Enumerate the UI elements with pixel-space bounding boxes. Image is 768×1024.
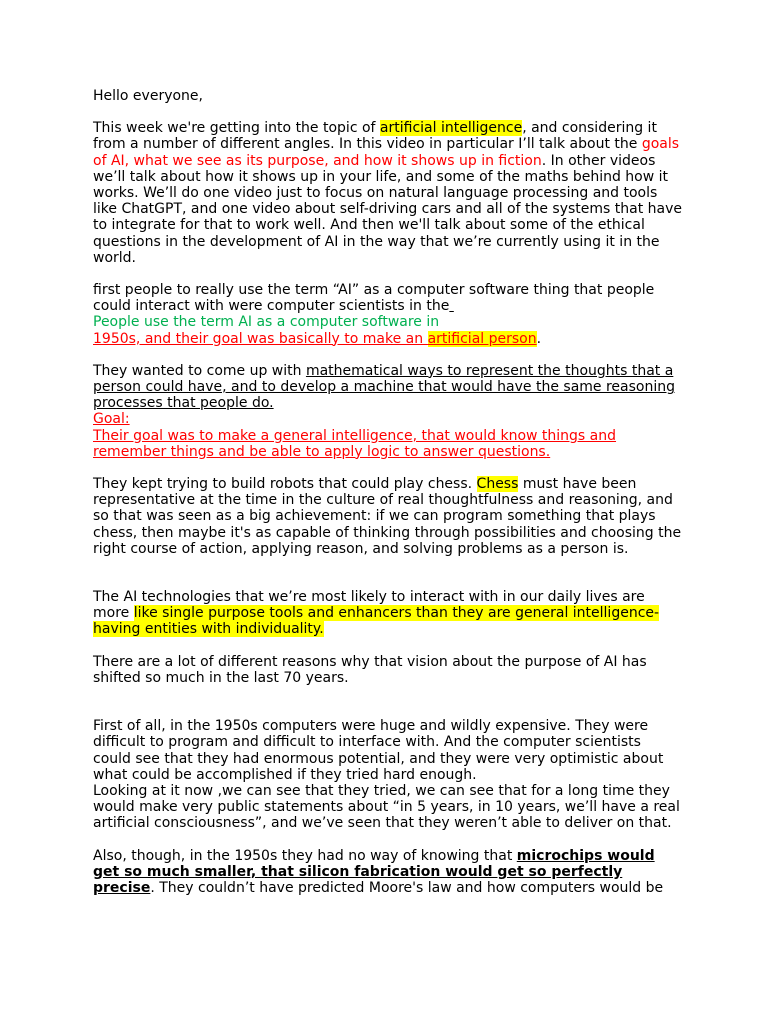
first-people-paragraph [93, 282, 683, 347]
microchips-text-2: . They couldn’t have predicted Moore's law and how computers would be [150, 879, 664, 896]
paragraph-spacer [93, 347, 683, 363]
paragraph-spacer [93, 638, 683, 654]
paragraph-spacer [93, 686, 683, 718]
paragraph-spacer [93, 460, 683, 476]
underlined-space [449, 298, 453, 314]
microchips-text-1: Also, though, in the 1950s they had no way of knowing that [93, 847, 517, 864]
highlight-single-purpose-tools: like single purpose tools and enhancers than they are general intelligence-having entities with individuality. [93, 605, 660, 638]
greeting-paragraph [93, 88, 683, 104]
paragraph-spacer [93, 557, 683, 589]
chess-text-1: They kept trying to build robots that could play chess. [93, 476, 477, 493]
intro-text-3: . In other videos we’ll talk about how it shows up in your life, and some of the maths behind how it works. We’ll do one video just to focus on natural language processing and tools like ChatGPT, and one video about self-driving cars and all of the systems that have to integrate for that to work well. And then we'll talk about some of the ethical questions in the development of AI in the way that we’re currently using it in the world. [93, 152, 682, 266]
greeting-text: Hello everyone, [93, 88, 203, 104]
red-text-1950s: 1950s, and their goal was basically to make an [93, 330, 428, 347]
reasons-paragraph [93, 654, 683, 686]
highlight-artificial-person: artificial person [427, 330, 537, 347]
wanted-text: They wanted to come up with [93, 362, 306, 379]
highlight-artificial-intelligence: artificial intelligence [379, 120, 523, 137]
red-text-general-intelligence: Their goal was to make a general intelligence, that would know things and remember things and be able to apply logic to answer questions. [93, 427, 617, 460]
microchips-paragraph [93, 848, 683, 897]
technologies-paragraph [93, 589, 683, 638]
looking-at-it-now-text: Looking at it now ,we can see that they tried, we can see that for a long time they would make very public statements about “in 5 years, in 10 years, we’ll have a real artificial consciousness”, and we’ve seen that they weren’t able to deliver on that. [93, 782, 680, 832]
bold-underlined-microchips: microchips would get so much smaller, that silicon fabrication would get so perfectly precise [93, 847, 655, 896]
paragraph-spacer [93, 832, 683, 848]
chess-paragraph [93, 476, 683, 557]
highlight-chess: Chess [476, 476, 519, 493]
goal-label: Goal: [93, 411, 130, 428]
goal-paragraph [93, 363, 683, 460]
red-text-goals-of-ai: goals of AI, what we see as its purpose, and how it shows up in fiction [93, 136, 680, 169]
green-note-text: People use the term AI as a computer software in [93, 314, 440, 331]
document-body [93, 88, 683, 896]
first-of-all-paragraph [93, 718, 683, 831]
chess-text-2: must have been representative at the time in the culture of real thoughtfulness and reasoning, and so that was seen as a big achievement: if we can program something that plays chess, then maybe it's as capable of thinking through possibilities and choosing the right course of action, applying reason, and solving problems as a person is. [93, 476, 682, 557]
paragraph-spacer [93, 104, 683, 120]
first-people-text: first people to really use the term “AI” as a computer software thing that people could interact with were computer scientists in the [93, 282, 655, 315]
first-of-all-text: First of all, in the 1950s computers were huge and wildly expensive. They were difficult to program and difficult to interface with. And the computer scientists could see that they had enormous potential, and they were very optimistic about what could be accomplished if they tried hard enough. [93, 718, 664, 783]
paragraph-spacer [93, 266, 683, 282]
intro-paragraph [93, 120, 683, 266]
intro-text-2: , and considering it from a number of different angles. In this video in particular I’ll talk about the [93, 120, 657, 153]
technologies-text: The AI technologies that we’re most likely to interact with in our daily lives are more [93, 589, 645, 622]
intro-text-1: This week we're getting into the topic of [93, 120, 380, 137]
underlined-math-ways: mathematical ways to represent the thoughts that a person could have, and to develop a machine that would have the same reasoning processes that people do. [93, 362, 675, 412]
reasons-text: There are a lot of different reasons why that vision about the purpose of AI has shifted so much in the last 70 years. [93, 653, 647, 686]
period-text: . [536, 330, 542, 347]
